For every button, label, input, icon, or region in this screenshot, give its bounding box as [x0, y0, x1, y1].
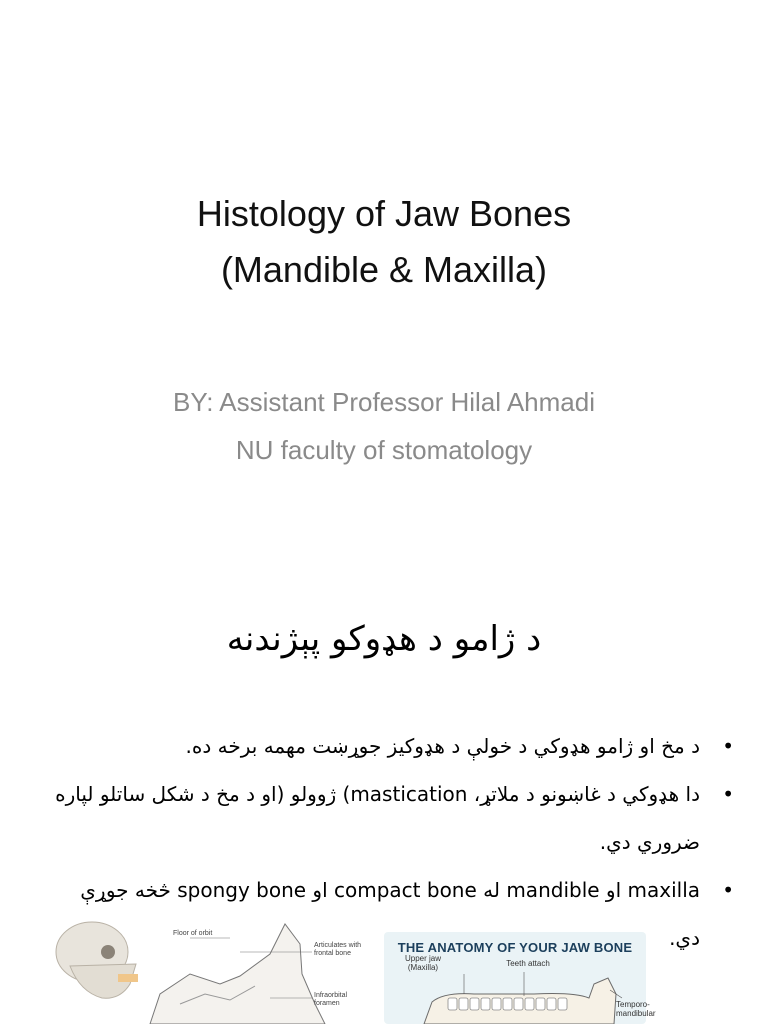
slide-subtitle [0, 378, 768, 474]
bullet-text-continued: دي. [669, 926, 700, 950]
label-tmj: Temporo-mandibular [616, 1000, 656, 1018]
content-slide [0, 584, 768, 1024]
label-floor-of-orbit: Floor of orbit [173, 930, 213, 937]
title-line-1: Histology of Jaw Bones [196, 193, 572, 234]
bullet-text: د مخ او ژامو هډوکي د خولې د هډوکيز جوړښت مهمه برخه ده. [185, 734, 700, 758]
figure-title: THE ANATOMY OF YOUR JAW BONE [397, 940, 633, 955]
label-infraorbital: Infraorbital foramen [314, 992, 348, 1007]
bullet-text-continued: ضروري دي. [599, 830, 700, 854]
bullet-text: دا هډوکي د غاښونو د ملاتړ، mastication) ژوولو (او د مخ د شکل ساتلو لپاره [55, 782, 700, 806]
slide-heading: د ژامو د هډوکو پېژندنه [226, 619, 542, 659]
label-teeth-attach: Teeth attach [506, 959, 550, 968]
affiliation-line: NU faculty of stomatology [235, 435, 533, 465]
label-upper-jaw: Upper jaw (Maxilla) [404, 954, 441, 972]
jaw-anatomy-figure [384, 932, 656, 1024]
slide-title [0, 186, 768, 298]
skull-figure [40, 914, 370, 1024]
jaw-illustration-icon [384, 932, 656, 1024]
bullet-dot-icon: • [722, 734, 734, 758]
bullet-item [40, 722, 734, 770]
title-line-2: (Mandible & Maxilla) [220, 249, 548, 290]
bullet-text: maxilla او mandible له compact bone او spongy bone څخه جوړې [80, 878, 700, 902]
bullet-item [40, 770, 734, 866]
bullet-dot-icon: • [722, 782, 734, 806]
label-articulates: Articulates with frontal bone [314, 942, 362, 957]
author-line: BY: Assistant Professor Hilal Ahmadi [173, 387, 595, 417]
bullet-dot-icon: • [722, 878, 734, 902]
